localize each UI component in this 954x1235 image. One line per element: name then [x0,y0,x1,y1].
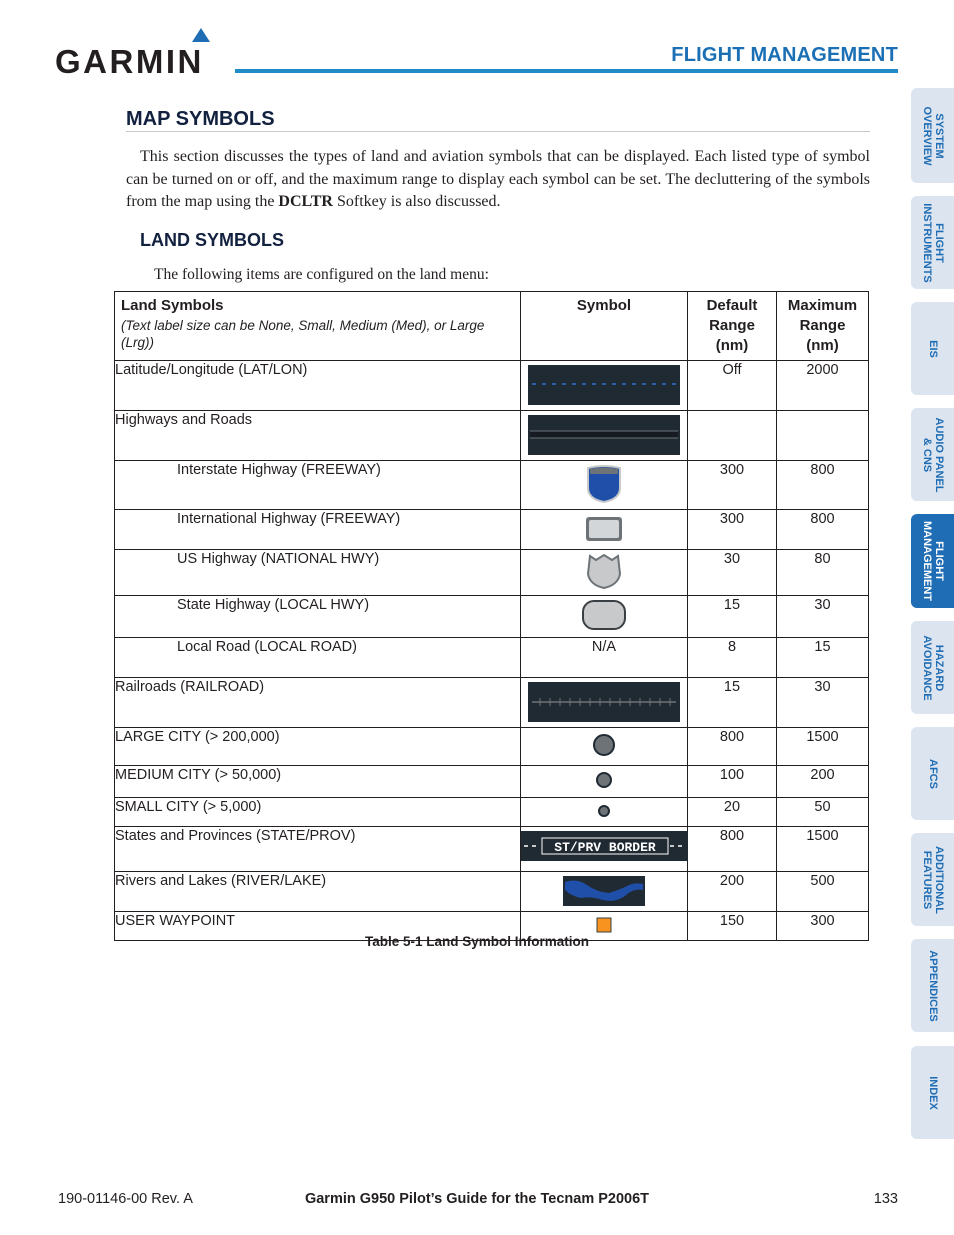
latlon-dashed-line-icon [528,365,680,405]
tab-label: ADDITIONAL FEATURES [920,845,945,914]
large-city-symbol [521,728,688,766]
dcltr-softkey-label: DCLTR [278,193,333,210]
tab-eis[interactable] [911,302,954,395]
tab-label: SYSTEM OVERVIEW [920,105,945,166]
row-label: State Highway (LOCAL HWY) [115,596,521,638]
local-road-symbol-text: N/A [521,638,688,678]
interstate-symbol [521,461,688,510]
garmin-logo [55,26,220,78]
text-size-note: (Text label size can be None, Small, Medium (Med), or Large (Lrg)) [121,318,485,350]
default-range: 800 [688,827,777,872]
tab-label: FLIGHT INSTRUMENTS [920,202,945,283]
table-row [115,461,869,510]
medium-city-dot-icon [592,768,616,792]
footer-doc-number: 190-01146-00 Rev. A [58,1191,193,1207]
default-range: 100 [688,766,777,798]
tab-label: FLIGHT MANAGEMENT [920,520,945,602]
row-label: MEDIUM CITY (> 50,000) [115,766,521,798]
max-range [777,411,869,461]
garmin-triangle-icon [192,28,210,42]
row-label: Local Road (LOCAL ROAD) [115,638,521,678]
page-heading: MAP SYMBOLS [126,108,275,130]
table-row [115,638,869,678]
table-row [115,827,869,872]
intro-text-2: Softkey is also discussed. [332,193,501,210]
max-range: 50 [777,798,869,827]
garmin-wordmark: GARMIN [55,43,204,78]
us-highway-shield-icon [584,552,624,590]
table-row [115,678,869,728]
tab-appendices[interactable] [911,939,954,1032]
default-range: 15 [688,596,777,638]
table-row [115,361,869,411]
tab-label: EIS [926,339,939,358]
row-label: LARGE CITY (> 200,000) [115,728,521,766]
default-range: 800 [688,728,777,766]
railroad-track-icon [528,682,680,722]
row-label: International Highway (FREEWAY) [115,510,521,550]
tab-flight-management[interactable] [911,514,954,608]
default-range: 300 [688,461,777,510]
col-header-default-range: Default Range (nm) [688,292,777,361]
max-range: 800 [777,461,869,510]
international-highway-symbol [521,510,688,550]
tab-hazard-avoidance[interactable] [911,621,954,714]
us-highway-symbol [521,550,688,596]
header-rule [235,69,898,73]
col-header-max-range: Maximum Range (nm) [777,292,869,361]
max-range: 500 [777,872,869,912]
intro-text-1: This section discusses the types of land and aviation symbols that can be displayed. Each listed type of symbol can be turned on or off, and the maximum range to display each symbol can be set. The decluttering of the symbols from the map using the [126,148,870,210]
footer-title: Garmin G950 Pilot’s Guide for the Tecnam P2006T [304,1191,650,1207]
default-range: 20 [688,798,777,827]
default-range: 15 [688,678,777,728]
medium-city-symbol [521,766,688,798]
state-highway-symbol [521,596,688,638]
default-range [688,411,777,461]
small-city-dot-icon [594,801,614,821]
row-label: Rivers and Lakes (RIVER/LAKE) [115,872,521,912]
tab-additional-features[interactable] [911,833,954,926]
default-range: 200 [688,872,777,912]
land-symbols-heading: LAND SYMBOLS [140,230,284,250]
table-row [115,510,869,550]
max-range: 200 [777,766,869,798]
table-row [115,766,869,798]
max-range: 1500 [777,827,869,872]
max-range: 800 [777,510,869,550]
max-range: 80 [777,550,869,596]
tab-label: HAZARD AVOIDANCE [920,634,945,701]
section-title: FLIGHT MANAGEMENT [671,44,898,66]
row-label: Interstate Highway (FREEWAY) [115,461,521,510]
large-city-dot-icon [589,730,619,760]
river-lake-shape-icon [563,876,645,906]
lead-sentence: The following items are configured on the land menu: [154,266,489,283]
tab-audio-panel-cns[interactable] [911,408,954,501]
highway-road-lines-icon [528,415,680,455]
max-range: 1500 [777,728,869,766]
small-city-symbol [521,798,688,827]
col-header-land: Land Symbols (Text label size can be None, Small, Medium (Med), or Large (Lrg)) [115,292,521,361]
max-range: 30 [777,596,869,638]
row-label: US Highway (NATIONAL HWY) [115,550,521,596]
default-range: 300 [688,510,777,550]
row-label: Latitude/Longitude (LAT/LON) [115,361,521,411]
state-border-label-icon [521,831,688,861]
row-label: Highways and Roads [115,411,521,461]
tab-label: INDEX [926,1075,939,1110]
table-row [115,872,869,912]
row-label: Railroads (RAILROAD) [115,678,521,728]
tab-label: AFCS [926,758,939,789]
page-number: 133 [873,1191,898,1207]
default-range: 8 [688,638,777,678]
row-label: States and Provinces (STATE/PROV) [115,827,521,872]
latlon-symbol [521,361,688,411]
river-lake-symbol [521,872,688,912]
st-prv-border-label: ST/PRV BORDER [554,840,656,855]
tab-index[interactable] [911,1046,954,1139]
max-range: 30 [777,678,869,728]
tab-flight-instruments[interactable] [911,196,954,289]
heading-rule [126,131,870,132]
default-range: 30 [688,550,777,596]
state-border-symbol [521,827,688,872]
tab-label: AUDIO PANEL & CNS [920,417,945,492]
max-range: 300 [777,912,869,941]
highway-symbol [521,411,688,461]
row-label: SMALL CITY (> 5,000) [115,798,521,827]
state-highway-oval-icon [580,598,628,632]
table-row [115,596,869,638]
table-caption: Table 5-1 Land Symbol Information [364,934,590,949]
intro-paragraph [126,146,870,214]
land-symbols-table [114,291,869,941]
tab-label: APPENDICES [926,949,939,1022]
railroad-symbol [521,678,688,728]
col-header-symbol: Symbol [521,292,688,361]
table-row [115,411,869,461]
interstate-shield-icon [584,464,624,504]
table-row [115,728,869,766]
table-header-row [115,292,869,361]
international-highway-icon [584,514,624,544]
row-label: USER WAYPOINT [115,912,521,941]
max-range: 15 [777,638,869,678]
user-waypoint-square-icon [594,915,614,935]
table-row [115,550,869,596]
tab-system-overview[interactable] [911,88,954,183]
table-row [115,798,869,827]
default-range: 150 [688,912,777,941]
tab-afcs[interactable] [911,727,954,820]
max-range: 2000 [777,361,869,411]
default-range: Off [688,361,777,411]
